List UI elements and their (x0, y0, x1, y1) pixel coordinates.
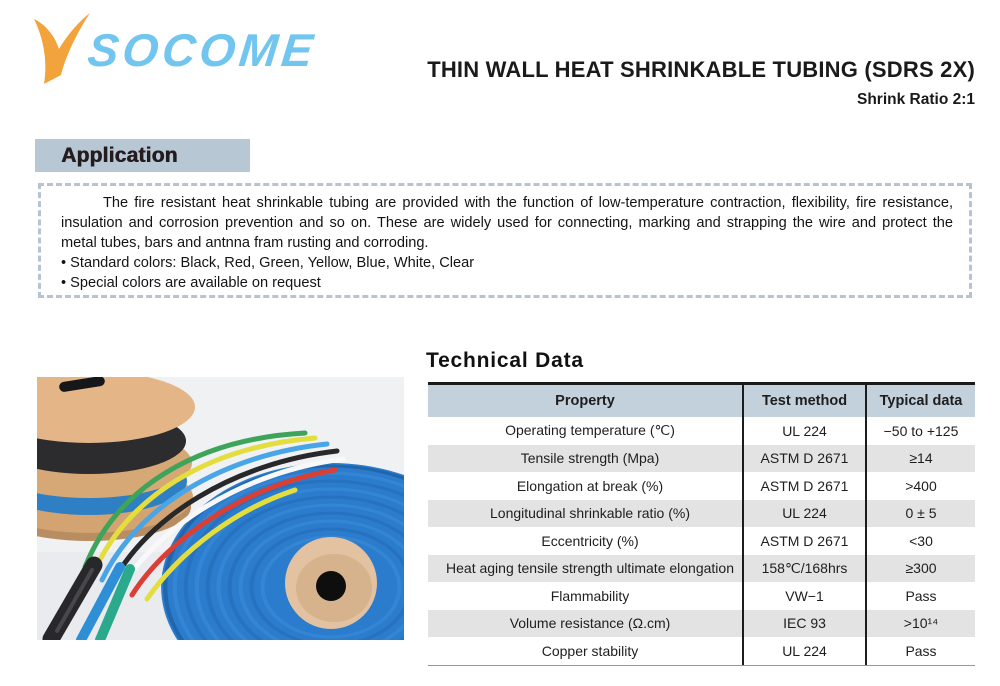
company-logo (30, 10, 320, 90)
application-paragraph: The fire resistant heat shrinkable tubing are provided with the function of low-temperature contraction, flexibility, fire resistance, insulation and corrosion prevention and so on. These are widely used for connecting, marking and strapping the wire and protect the metal tubes, bars and antnna fram rusting and corroding. (61, 195, 953, 251)
technical-data-table-wrap (428, 382, 975, 666)
table-row (428, 555, 975, 583)
test-method-cell: IEC 93 (744, 610, 867, 638)
table-header-row (428, 385, 975, 417)
test-method-cell: ASTM D 2671 (744, 527, 867, 555)
table-row (428, 582, 975, 610)
property-cell: Copper stability (428, 637, 744, 665)
technical-data-heading: Technical Data (426, 349, 584, 372)
property-cell: Volume resistance (Ω.cm) (428, 610, 744, 638)
typical-data-cell: Pass (867, 637, 975, 665)
test-method-cell: VW−1 (744, 582, 867, 610)
property-cell: Tensile strength (Mpa) (428, 445, 744, 473)
application-section-header (35, 139, 250, 172)
logo-check-icon (30, 11, 92, 89)
product-photo-illustration (37, 377, 404, 640)
typical-data-cell: >10¹⁴ (867, 610, 975, 638)
property-cell: Heat aging tensile strength ultimate elongation (428, 555, 744, 583)
test-method-cell: ASTM D 2671 (744, 472, 867, 500)
product-photo (37, 377, 404, 640)
table-body (428, 417, 975, 665)
typical-data-cell: −50 to +125 (867, 417, 975, 445)
test-method-cell: UL 224 (744, 637, 867, 665)
technical-data-table (428, 382, 975, 666)
shrink-ratio-subtitle: Shrink Ratio 2:1 (857, 91, 975, 108)
column-header-typical-data: Typical data (867, 385, 975, 417)
table-row (428, 610, 975, 638)
test-method-cell: UL 224 (744, 500, 867, 528)
property-cell: Operating temperature (℃) (428, 417, 744, 445)
typical-data-cell: ≥300 (867, 555, 975, 583)
logo-wordmark: SOCOME (85, 24, 320, 76)
property-cell: Eccentricity (%) (428, 527, 744, 555)
application-text-box (38, 183, 972, 298)
typical-data-cell: 0 ± 5 (867, 500, 975, 528)
typical-data-cell: ≥14 (867, 445, 975, 473)
bullet-item: • Special colors are available on request (61, 275, 321, 291)
test-method-cell: UL 224 (744, 417, 867, 445)
property-cell: Elongation at break (%) (428, 472, 744, 500)
application-heading-label: Application (61, 144, 178, 167)
test-method-cell: ASTM D 2671 (744, 445, 867, 473)
document-title: THIN WALL HEAT SHRINKABLE TUBING (SDRS 2X) (427, 57, 975, 82)
table-row (428, 500, 975, 528)
bullet-list (61, 253, 953, 293)
bullet-item: • Standard colors: Black, Red, Green, Yellow, Blue, White, Clear (61, 255, 475, 271)
test-method-cell: 158℃/168hrs (744, 555, 867, 583)
table-row (428, 445, 975, 473)
table-row (428, 637, 975, 665)
table-row (428, 472, 975, 500)
property-cell: Longitudinal shrinkable ratio (%) (428, 500, 744, 528)
property-cell: Flammability (428, 582, 744, 610)
column-header-test-method: Test method (744, 385, 867, 417)
typical-data-cell: <30 (867, 527, 975, 555)
typical-data-cell: Pass (867, 582, 975, 610)
table-row (428, 527, 975, 555)
typical-data-cell: >400 (867, 472, 975, 500)
column-header-property: Property (428, 385, 744, 417)
table-row (428, 417, 975, 445)
